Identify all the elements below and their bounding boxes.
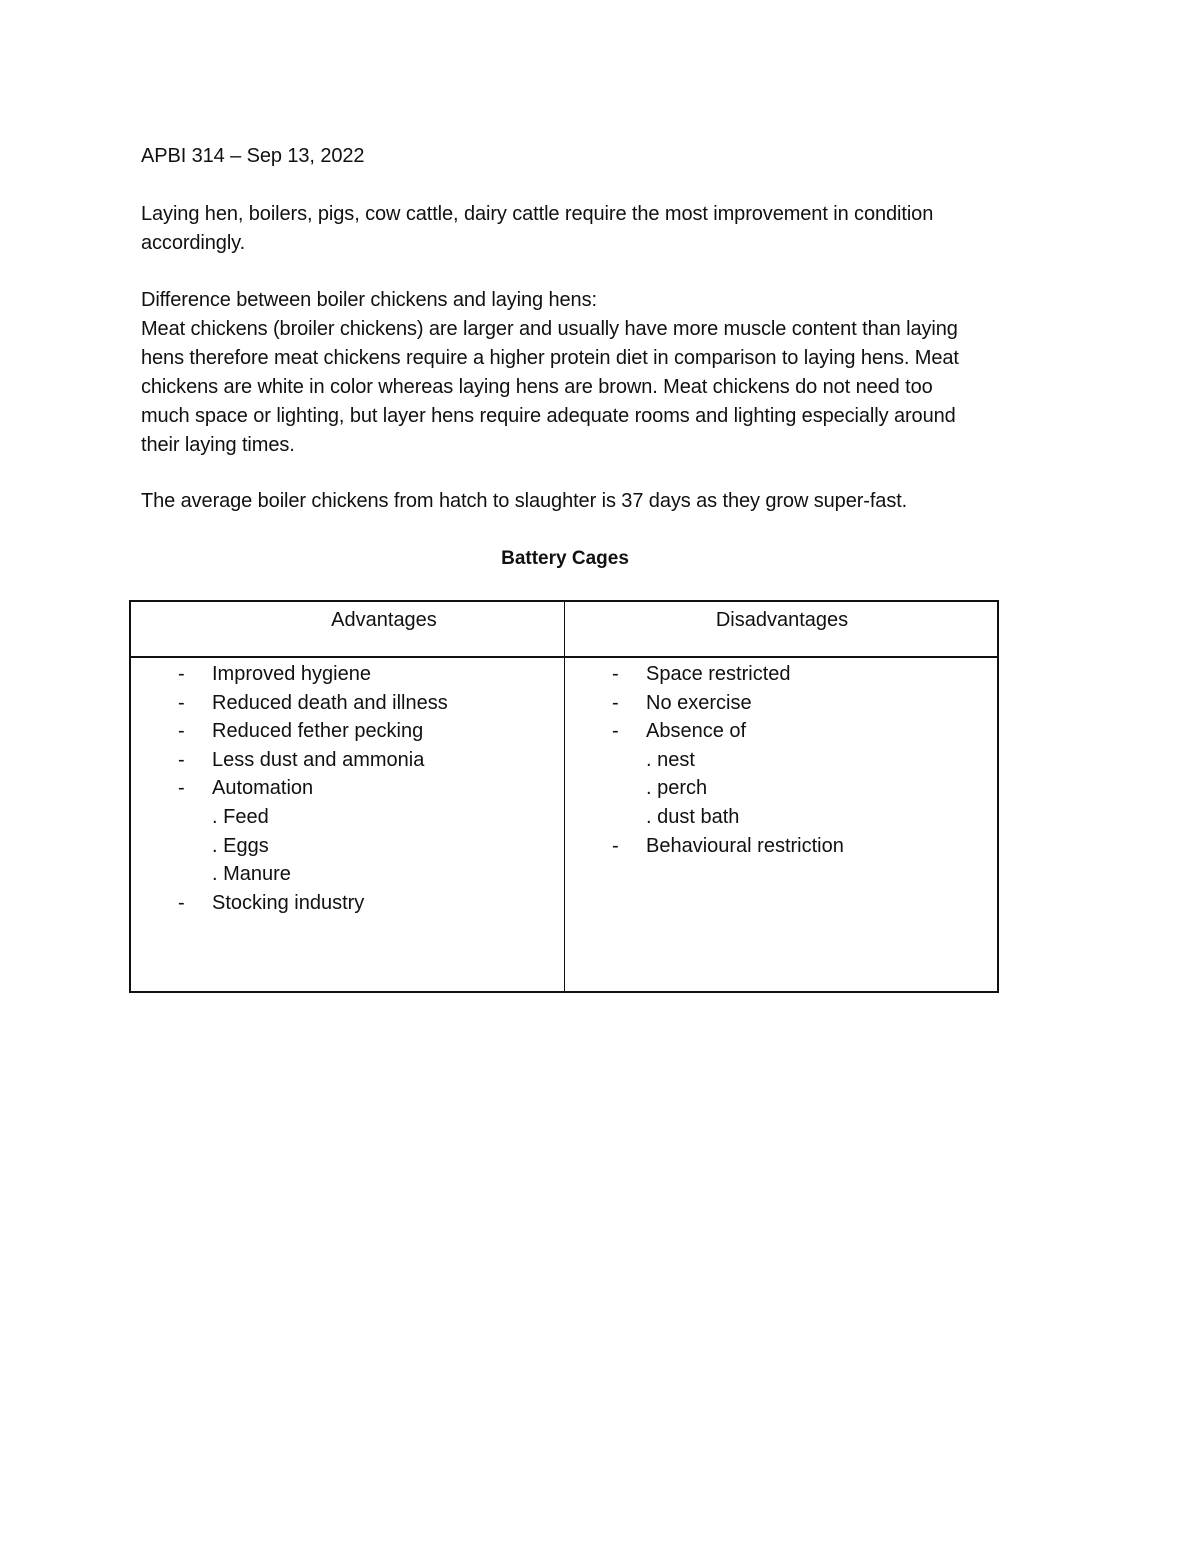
list-item xyxy=(176,689,556,718)
list-item xyxy=(610,660,990,689)
list-item-text: Improved hygiene xyxy=(212,663,371,685)
list-item-text: Reduced fether pecking xyxy=(212,720,424,743)
dash-bullet: - xyxy=(612,663,619,685)
list-item-text: . nest xyxy=(646,748,695,771)
dash-bullet: - xyxy=(178,777,185,800)
dash-bullet: - xyxy=(178,720,185,743)
list-item-text: Less dust and ammonia xyxy=(212,748,425,771)
paragraph-line: accordingly. xyxy=(141,232,246,254)
list-item-text: Absence of xyxy=(646,720,747,743)
list-item-text: . Eggs xyxy=(212,834,269,857)
list-item-text: . perch xyxy=(646,777,708,800)
list-item xyxy=(610,717,990,746)
table-column-divider xyxy=(564,602,565,991)
battery-cages-table xyxy=(129,600,999,993)
list-item-text: . dust bath xyxy=(646,805,740,828)
table-title: Battery Cages xyxy=(501,548,629,569)
list-item-text: . Feed xyxy=(212,805,269,828)
paragraph-line: much space or lighting, but layer hens require adequate rooms and lighting especially around xyxy=(141,405,956,427)
document-heading: APBI 314 – Sep 13, 2022 xyxy=(141,145,365,167)
list-item xyxy=(176,889,556,918)
list-sub-item xyxy=(610,803,990,832)
list-sub-item xyxy=(610,746,990,775)
paragraph-difference-body xyxy=(141,315,1061,460)
list-sub-item xyxy=(176,803,556,832)
list-sub-item xyxy=(176,832,556,861)
list-item xyxy=(176,774,556,803)
list-item xyxy=(610,689,990,718)
list-item xyxy=(176,660,556,689)
dash-bullet: - xyxy=(612,720,619,743)
list-item xyxy=(610,832,990,861)
list-sub-item xyxy=(176,860,556,889)
dash-bullet: - xyxy=(178,748,185,771)
disadvantages-list xyxy=(610,660,990,860)
list-item-text: Space restricted xyxy=(646,663,791,685)
list-item xyxy=(176,717,556,746)
paragraph-line: chickens are white in color whereas laying hens are brown. Meat chickens do not need too xyxy=(141,376,933,398)
paragraph-line: their laying times. xyxy=(141,434,295,456)
table-header-disadvantages: Disadvantages xyxy=(715,609,849,631)
dash-bullet: - xyxy=(178,691,185,714)
dash-bullet: - xyxy=(178,663,185,685)
list-sub-item xyxy=(610,774,990,803)
list-item-text: Behavioural restriction xyxy=(646,834,844,857)
list-item-text: Automation xyxy=(212,777,314,800)
paragraph-line: hens therefore meat chickens require a higher protein diet in comparison to laying hens. Meat xyxy=(141,347,959,369)
paragraph-hatch-to-slaughter: The average boiler chickens from hatch to slaughter is 37 days as they grow super-fast. xyxy=(141,490,908,512)
list-item-text: No exercise xyxy=(646,691,752,714)
table-header-advantages: Advantages xyxy=(331,609,437,631)
list-item xyxy=(176,746,556,775)
table-header-divider xyxy=(131,656,997,658)
paragraph-line: Laying hen, boilers, pigs, cow cattle, dairy cattle require the most improvement in condition xyxy=(141,203,934,225)
list-item-text: Stocking industry xyxy=(212,891,365,914)
paragraph-difference-title: Difference between boiler chickens and laying hens: xyxy=(141,289,597,311)
paragraph-line: Meat chickens (broiler chickens) are larger and usually have more muscle content than laying xyxy=(141,318,958,340)
dash-bullet: - xyxy=(612,691,619,714)
list-item-text: . Manure xyxy=(212,863,291,886)
dash-bullet: - xyxy=(178,891,185,914)
list-item-text: Reduced death and illness xyxy=(212,691,448,714)
dash-bullet: - xyxy=(612,834,619,857)
paragraph-animals-improvement xyxy=(141,200,1061,258)
advantages-list xyxy=(176,660,556,917)
